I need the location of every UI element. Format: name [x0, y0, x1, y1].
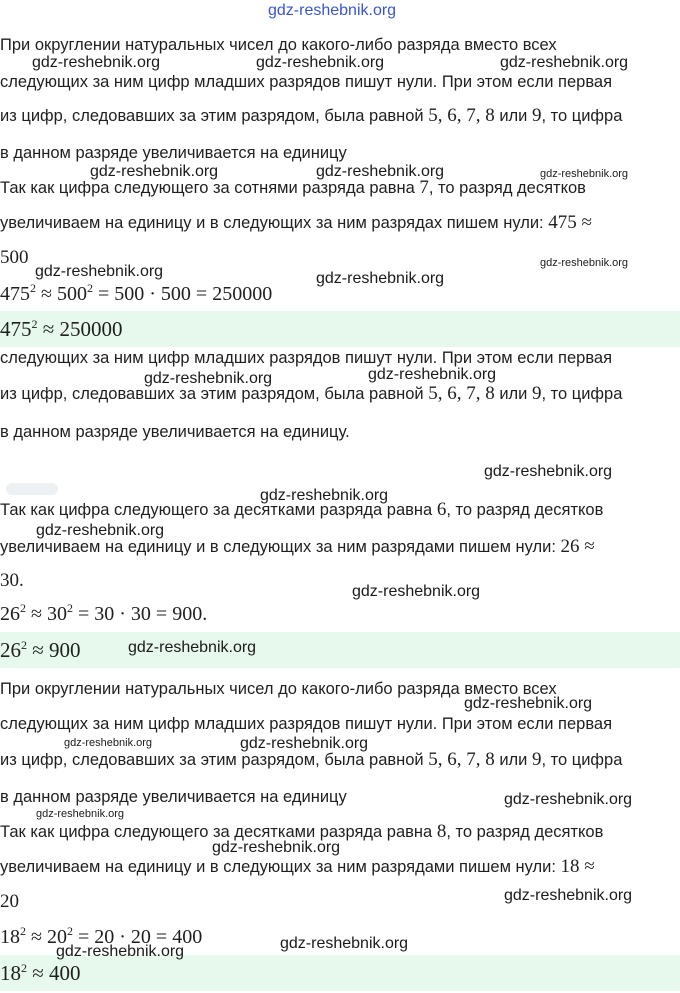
rule-text-line: в данном разряде увеличивается на единицу [0, 144, 347, 162]
watermark: gdz-reshebnik.org [36, 522, 165, 539]
text-fragment: , то разряд десятков [446, 823, 604, 841]
digit-math: 6 [436, 499, 447, 520]
watermark: gdz-reshebnik.org [144, 370, 273, 387]
digit-math: 9 [531, 749, 542, 770]
watermark: gdz-reshebnik.org [35, 263, 164, 280]
answer-value: ≈ 900 [27, 638, 81, 662]
watermark: gdz-reshebnik.org [36, 808, 125, 820]
formula-base: 18 [0, 926, 20, 948]
digits-math: 5, 6, 7, 8 [428, 105, 495, 126]
rule-text-line: в данном разряде увеличивается на единицу [0, 788, 347, 806]
answer-line [0, 961, 81, 986]
answer-base: 26 [0, 638, 21, 662]
watermark: gdz-reshebnik.org [260, 487, 389, 504]
explanation-line: 500 [0, 247, 29, 268]
formula-exponent: 2 [20, 601, 26, 615]
digits-math: 5, 6, 7, 8 [428, 749, 495, 770]
watermark: gdz-reshebnik.org [352, 583, 481, 600]
answer-line [0, 638, 81, 663]
answer-base: 18 [0, 961, 21, 985]
answer-line [0, 317, 123, 342]
formula-part: = 20 · 20 = 400 [72, 926, 203, 948]
answer-exponent: 2 [21, 638, 27, 652]
watermark: gdz-reshebnik.org [316, 270, 445, 287]
watermark: gdz-reshebnik.org [540, 168, 629, 180]
text-fragment: , то цифра [541, 107, 623, 125]
watermark: gdz-reshebnik.org [280, 935, 409, 952]
approx-math: 18 ≈ [560, 856, 595, 877]
text-fragment: из цифр, следовавших за этим разрядом, была равной [0, 751, 429, 769]
explanation-line [0, 178, 586, 198]
watermark: gdz-reshebnik.org [484, 463, 613, 480]
text-fragment: Так как цифра следующего за десятками разряда равна [0, 823, 437, 841]
explanation-line [0, 537, 595, 557]
formula-exponent: 2 [20, 924, 26, 938]
watermark: gdz-reshebnik.org [316, 163, 445, 180]
text-fragment: или [494, 107, 532, 125]
formula-base: 26 [0, 603, 20, 625]
watermark: gdz-reshebnik.org [256, 54, 385, 71]
digit-math: 9 [531, 105, 542, 126]
watermark: gdz-reshebnik.org [368, 366, 497, 383]
text-fragment: , то разряд десятков [446, 501, 604, 519]
text-fragment: , то цифра [541, 751, 623, 769]
watermark: gdz-reshebnik.org [240, 735, 369, 752]
answer-value: ≈ 250000 [37, 317, 123, 341]
explanation-line: 30. [0, 570, 24, 591]
explanation-line: 20 [0, 891, 19, 912]
watermark: gdz-reshebnik.org [464, 695, 593, 712]
rule-text-line: следующих за ним цифр младших разрядов пишут нули. При этом если первая [0, 349, 613, 367]
formula-base: 475 [0, 283, 30, 305]
rule-text-line: в данном разряде увеличивается на единицу. [0, 423, 350, 441]
text-fragment: , то цифра [541, 385, 623, 403]
formula-part: ≈ 500 [36, 283, 87, 305]
collapsed-control[interactable] [6, 483, 58, 495]
answer-base: 475 [0, 317, 32, 341]
formula-exponent: 2 [66, 601, 73, 615]
watermark: gdz-reshebnik.org [540, 257, 629, 269]
text-fragment: увеличиваем на единицу и в следующих за ним разрядами пишем нули: [0, 858, 561, 876]
text-fragment: увеличиваем на единицу и в следующих за ним разрядами пишем нули: [0, 538, 561, 556]
site-header-link[interactable]: gdz-reshebnik.org [268, 2, 397, 19]
text-fragment: , то разряд десятков [428, 179, 586, 197]
digit-math: 8 [436, 821, 447, 842]
answer-highlight [0, 632, 680, 668]
watermark: gdz-reshebnik.org [500, 54, 629, 71]
watermark: gdz-reshebnik.org [90, 163, 219, 180]
formula-line [0, 283, 272, 306]
text-fragment: Так как цифра следующего за десятками разряда равна [0, 501, 437, 519]
watermark: gdz-reshebnik.org [504, 887, 633, 904]
digit-math: 9 [531, 383, 542, 404]
rule-text-line: следующих за ним цифр младших разрядов пишут нули. При этом если первая [0, 715, 613, 733]
rule-text-line [0, 384, 622, 404]
explanation-line [0, 857, 595, 877]
rule-text-line [0, 106, 622, 126]
rule-text-line: При округлении натуральных чисел до какого-либо разряда вместо всех [0, 680, 557, 698]
text-fragment: Так как цифра следующего за сотнями разряда равна [0, 179, 420, 197]
digits-math: 5, 6, 7, 8 [428, 383, 495, 404]
answer-exponent: 2 [21, 961, 27, 975]
watermark: gdz-reshebnik.org [504, 791, 633, 808]
answer-value: ≈ 400 [27, 961, 81, 985]
text-fragment: увеличиваем на единицу и в следующих за ним разрядах пишем нули: [0, 214, 549, 232]
watermark: gdz-reshebnik.org [64, 737, 153, 749]
rule-text-line: При округлении натуральных чисел до какого-либо разряда вместо всех [0, 36, 557, 54]
formula-exponent: 2 [66, 924, 73, 938]
text-fragment: из цифр, следовавших за этим разрядом, была равной [0, 385, 429, 403]
formula-exponent: 2 [86, 281, 93, 295]
formula-exponent: 2 [30, 281, 36, 295]
text-fragment: или [494, 751, 532, 769]
formula-line [0, 603, 207, 626]
text-fragment: из цифр, следовавших за этим разрядом, была равной [0, 107, 429, 125]
text-fragment: или [494, 385, 532, 403]
formula-part: ≈ 20 [26, 926, 67, 948]
watermark: gdz-reshebnik.org [212, 839, 341, 856]
formula-part: = 30 · 30 = 900. [72, 603, 208, 625]
rule-text-line: следующих за ним цифр младших разрядов пишут нули. При этом если первая [0, 73, 613, 91]
formula-part: = 500 · 500 = 250000 [92, 283, 273, 305]
rule-text-line [0, 750, 622, 770]
formula-part: ≈ 30 [26, 603, 67, 625]
approx-math: 26 ≈ [560, 536, 595, 557]
explanation-line [0, 213, 592, 233]
watermark: gdz-reshebnik.org [32, 54, 161, 71]
digit-math: 7 [419, 177, 429, 198]
answer-exponent: 2 [31, 317, 38, 331]
watermark: gdz-reshebnik.org [128, 639, 257, 656]
watermark: gdz-reshebnik.org [56, 943, 185, 960]
approx-math: 475 ≈ [548, 212, 592, 233]
